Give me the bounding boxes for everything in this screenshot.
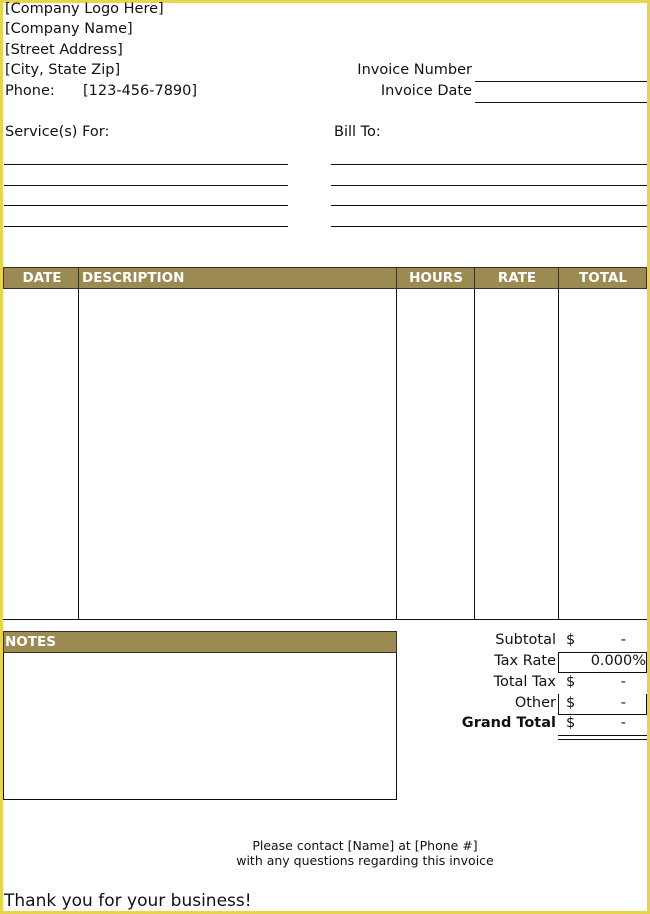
tax-rate-value: 0.000% [590,653,646,669]
company-name: [Company Name] [5,21,133,37]
grand-total-currency: $ [566,715,576,731]
notes-label: NOTES [5,634,56,650]
tax-rate-label: Tax Rate [494,653,556,669]
total-tax-label: Total Tax [493,674,556,690]
service-for-line-4[interactable] [4,226,288,227]
contact-line-1: Please contact [Name] at [Phone #] [252,838,478,853]
items-table-header [3,267,647,289]
service-for-label: Service(s) For: [5,124,110,140]
header-divider [558,267,559,289]
column-header-total: TOTAL [579,270,627,286]
company-phone-label: Phone: [5,83,55,99]
service-for-line-3[interactable] [4,205,288,206]
bill-to-label: Bill To: [334,124,381,140]
invoice-number-field[interactable] [475,81,647,82]
grand-total-value: - [620,715,626,731]
company-phone: [123-456-7890] [83,83,198,99]
header-divider [78,267,79,289]
notes-box[interactable] [3,653,397,800]
hours-column-body[interactable] [474,289,475,619]
grand-total-label: Grand Total [461,715,556,731]
service-for-line-1[interactable] [4,164,288,165]
subtotal-label: Subtotal [495,632,556,648]
grand-total-double-rule [558,735,647,736]
total-tax-currency: $ [566,674,576,690]
invoice-date-label: Invoice Date [380,83,472,99]
table-bottom-border [3,619,647,620]
grand-total-double-rule [558,739,647,740]
column-header-description: DESCRIPTION [82,270,185,286]
bill-to-line-1[interactable] [331,164,647,165]
bill-to-line-4[interactable] [331,226,647,227]
contact-line-2: with any questions regarding this invoice [236,853,494,868]
subtotal-value: - [620,632,626,648]
total-tax-value: - [620,674,626,690]
column-header-date: DATE [22,270,62,286]
header-divider [396,267,397,289]
rate-column-body[interactable] [558,289,559,619]
thank-you-message: Thank you for your business! [4,891,252,911]
subtotal-currency: $ [566,632,576,648]
header-divider [474,267,475,289]
company-logo-placeholder: [Company Logo Here] [5,1,164,17]
description-column-body[interactable] [396,289,397,619]
bill-to-line-2[interactable] [331,185,647,186]
other-value: - [620,695,626,711]
column-header-rate: RATE [497,270,537,286]
column-header-hours: HOURS [409,270,463,286]
other-currency: $ [566,695,576,711]
invoice-number-label: Invoice Number [357,62,472,78]
other-label: Other [514,695,556,711]
company-street: [Street Address] [5,42,123,58]
date-column-body[interactable] [78,289,79,619]
notes-header [3,631,397,653]
service-for-line-2[interactable] [4,185,288,186]
invoice-date-field[interactable] [475,102,647,103]
company-city: [City, State Zip] [5,62,121,78]
bill-to-line-3[interactable] [331,205,647,206]
